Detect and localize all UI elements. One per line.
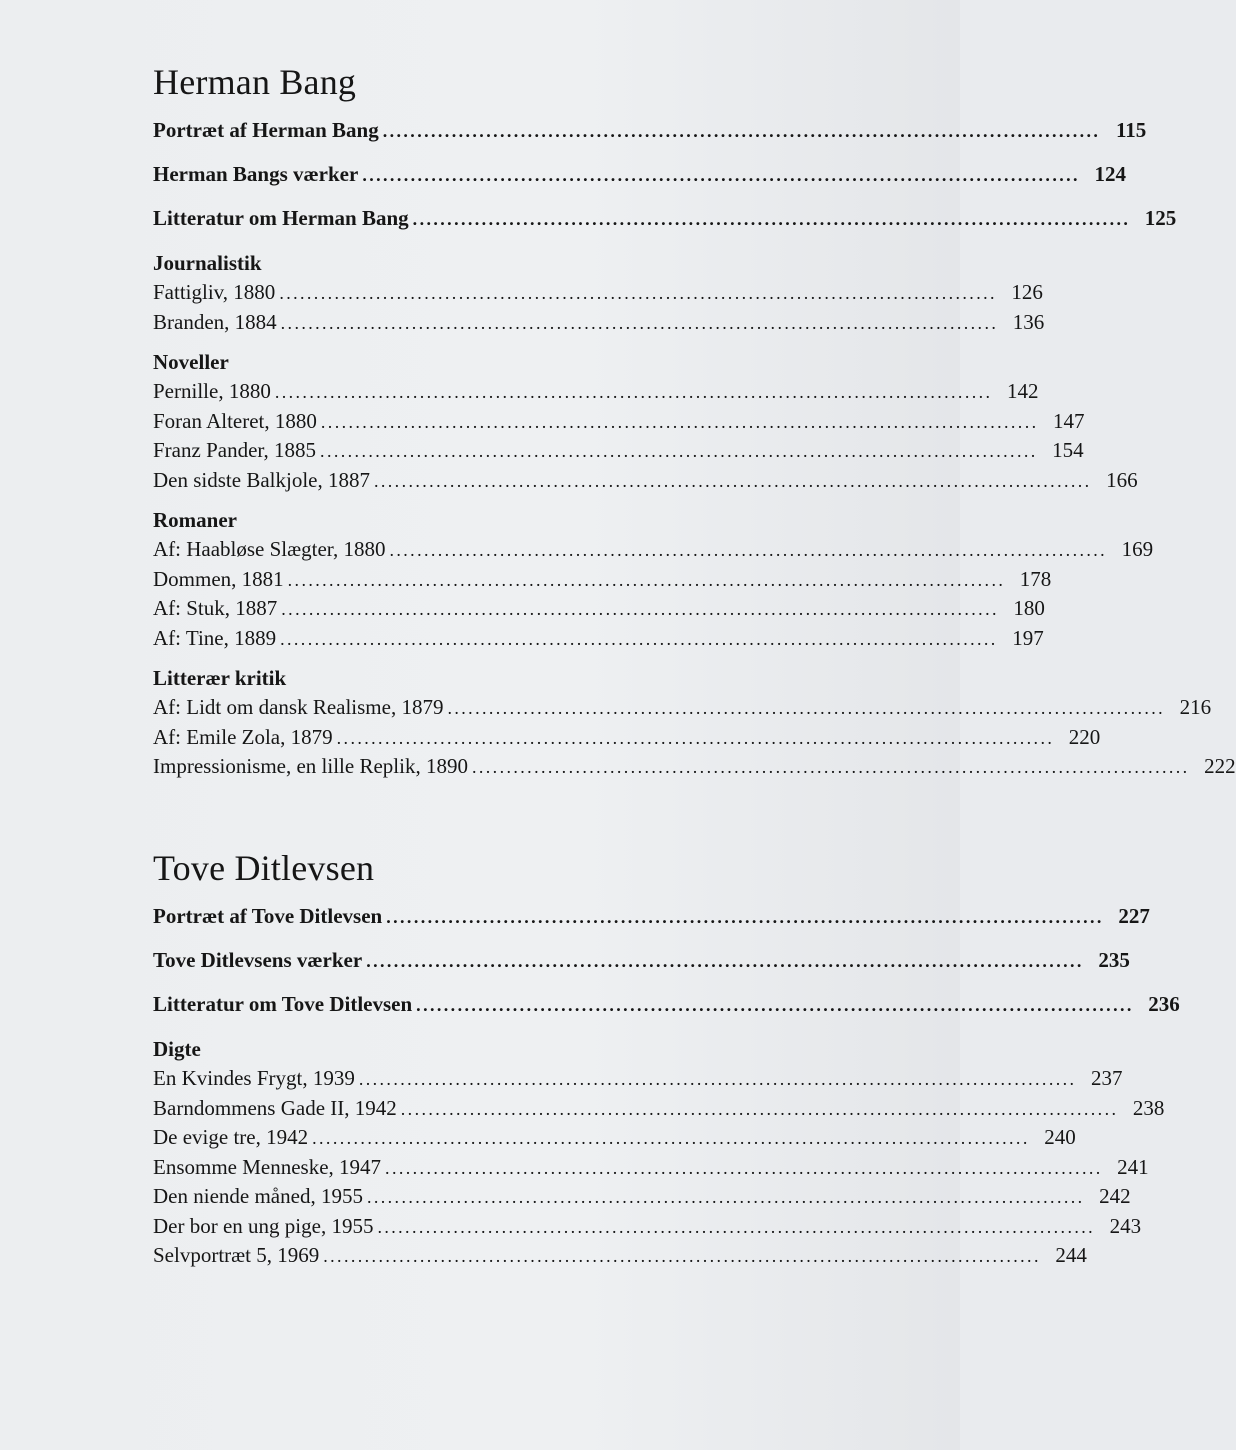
toc-entry: Af: Stuk, 1887 ........................................................................................................ 180 (153, 596, 1045, 620)
toc-entry: Barndommens Gade II, 1942 ........................................................................................................ 238 (153, 1095, 1165, 1120)
toc-entry: De evige tre, 1942 ........................................................................................................ 240 (153, 1125, 1076, 1149)
toc-entry: Portræt af Tove Ditlevsen ........................................................................................................ 227 (153, 904, 1150, 928)
toc-entry: Herman Bangs værker ........................................................................................................ 124 (153, 162, 1126, 186)
toc-entry: Af: Emile Zola, 1879 ........................................................................................................ 220 (153, 724, 1101, 749)
toc-entry: Selvportræt 5, 1969 ........................................................................................................ 244 (153, 1243, 1087, 1267)
toc-entry: Franz Pander, 1885 ........................................................................................................ 154 (153, 438, 1084, 462)
toc-entry: En Kvindes Frygt, 1939 ........................................................................................................ 237 (153, 1066, 1123, 1090)
toc-entry: Af: Haabløse Slægter, 1880 ........................................................................................................ 169 (153, 537, 1154, 561)
toc-entry: Pernille, 1880 ........................................................................................................ 142 (153, 379, 1039, 403)
section-tove-ditlevsen (153, 842, 1180, 1271)
section-herman-bang (153, 56, 1236, 782)
toc-entry: Fattigliv, 1880 ........................................................................................................ 126 (153, 280, 1043, 304)
author-heading: Herman Bang (153, 62, 357, 102)
group-heading: Litterær kritik (153, 666, 287, 690)
toc-entry: Ensomme Menneske, 1947 ........................................................................................................ 241 (153, 1154, 1149, 1179)
toc-entry: Foran Alteret, 1880 ........................................................................................................ 147 (153, 408, 1085, 433)
toc-entry: Den niende måned, 1955 ........................................................................................................ 242 (153, 1184, 1131, 1208)
group-heading: Romaner (153, 508, 237, 532)
toc-entry: Litteratur om Tove Ditlevsen ........................................................................................................ 236 (153, 992, 1180, 1016)
toc-entry: Litteratur om Herman Bang ........................................................................................................ 125 (153, 206, 1177, 230)
group-heading: Digte (153, 1037, 201, 1061)
toc-entry: Den sidste Balkjole, 1887 ........................................................................................................ 166 (153, 467, 1138, 492)
toc-entry: Der bor en ung pige, 1955 ........................................................................................................ 243 (153, 1213, 1142, 1238)
toc-entry: Af: Lidt om dansk Realisme, 1879 ........................................................................................................ 216 (153, 695, 1212, 719)
toc-entry: Impressionisme, en lille Replik, 1890 ........................................................................................................ 222 (153, 754, 1236, 778)
toc-entry: Tove Ditlevsens værker ........................................................................................................ 235 (153, 948, 1130, 972)
toc-entry: Af: Tine, 1889 ........................................................................................................ 197 (153, 625, 1044, 650)
group-heading: Journalistik (153, 251, 262, 275)
author-heading: Tove Ditlevsen (153, 848, 375, 888)
group-heading: Noveller (153, 350, 229, 374)
toc-entry: Portræt af Herman Bang ........................................................................................................ 115 (153, 118, 1147, 142)
toc-entry: Dommen, 1881 ........................................................................................................ 178 (153, 566, 1052, 591)
toc-entry: Branden, 1884 ........................................................................................................ 136 (153, 309, 1045, 334)
